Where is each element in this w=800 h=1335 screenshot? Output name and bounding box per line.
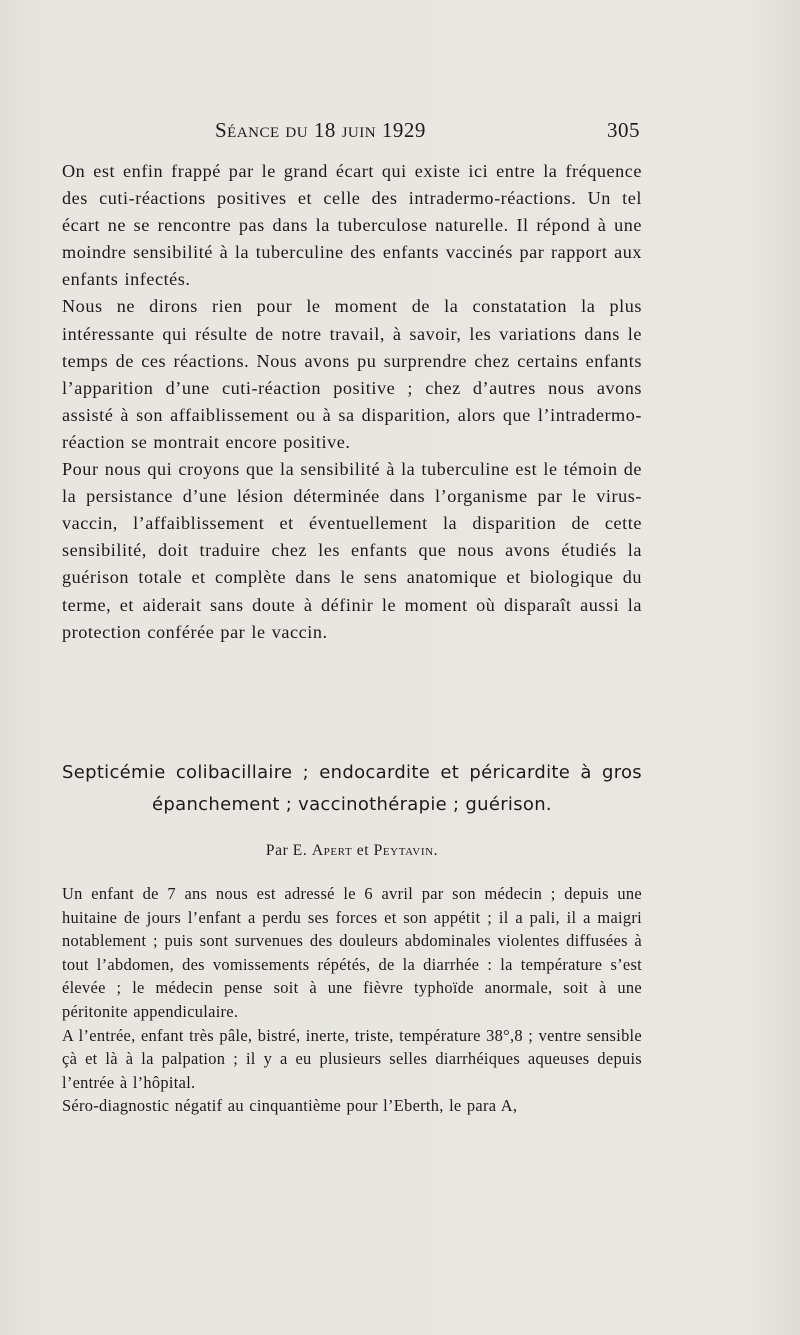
author-prefix: Par E. bbox=[265, 842, 312, 859]
running-title: Séance du 18 juin 1929 bbox=[215, 118, 426, 142]
article-title bbox=[62, 757, 642, 821]
case-paragraph-1: Un enfant de 7 ans nous est adressé le 6 avril par son médecin ; depuis une huitaine de jours l’enfant a perdu ses forces et son appétit ; il a pali, il a maigri notablement ; puis sont survenues des douleurs abdominales violentes diffusées à tout l’abdomen, des vomissements répétés, de la diarrhée : la température s’est élevée ; le médecin pense soit à une fièvre typhoïde anormale, soit à une péritonite appendiculaire. bbox=[62, 884, 642, 1021]
paragraph-3: Pour nous qui croyons que la sensibilité à la tuberculine est le témoin de la persistance d’une lésion déterminée dans l’organisme par le virus-vaccin, l’affaiblissement et éventuellement la disparition de cette sensibilité, doit traduire chez les enfants que nous avons étudiés la guérison totale et complète dans le sens anatomique et biologique du terme, et aiderait sans doute à définir le moment où disparaît aussi la protection conférée par le vaccin. bbox=[62, 459, 642, 642]
body-text bbox=[62, 158, 642, 646]
author-apert: Apert bbox=[311, 842, 353, 859]
page-number: 305 bbox=[607, 118, 640, 142]
case-report-text bbox=[62, 882, 642, 1118]
case-paragraph-3: Séro-diagnostic négatif au cinquantième pour l’Eberth, le para A, bbox=[62, 1096, 518, 1116]
case-paragraph-2: A l’entrée, enfant très pâle, bistré, inerte, triste, température 38°,8 ; ventre sensible çà et là à la palpation ; il y a eu plusieurs selles diarrhéiques aqueuses depuis l’entrée à l’hôpital. bbox=[62, 1025, 642, 1092]
page-header bbox=[215, 118, 640, 148]
author-peytavin: Peytavin. bbox=[373, 842, 439, 859]
article-authors bbox=[62, 842, 642, 860]
article-title-line-2: épanchement ; vaccinothérapie ; guérison. bbox=[152, 794, 552, 815]
paragraph-2: Nous ne dirons rien pour le moment de la constatation la plus intéressante qui résulte de notre travail, à savoir, les variations dans le temps de ces réactions. Nous avons pu surprendre chez certains enfants l’apparition d’une cuti-réaction positive ; chez d’autres nous avons assisté à son affaiblissement ou à sa disparition, alors que l’intradermo-réaction se montrait encore positive. bbox=[62, 296, 642, 452]
paragraph-1: On est enfin frappé par le grand écart qui existe ici entre la fréquence des cuti-réactions positives et celle des intradermo-réactions. Un tel écart ne se rencontre pas dans la tuberculose naturelle. Il répond à une moindre sensibilité à la tuberculine des enfants vaccinés par rapport aux enfants infectés. bbox=[62, 161, 642, 290]
author-join: et bbox=[352, 842, 374, 859]
article-title-line-1: Septicémie colibacillaire ; endocardite et péricardite à gros bbox=[62, 762, 642, 783]
